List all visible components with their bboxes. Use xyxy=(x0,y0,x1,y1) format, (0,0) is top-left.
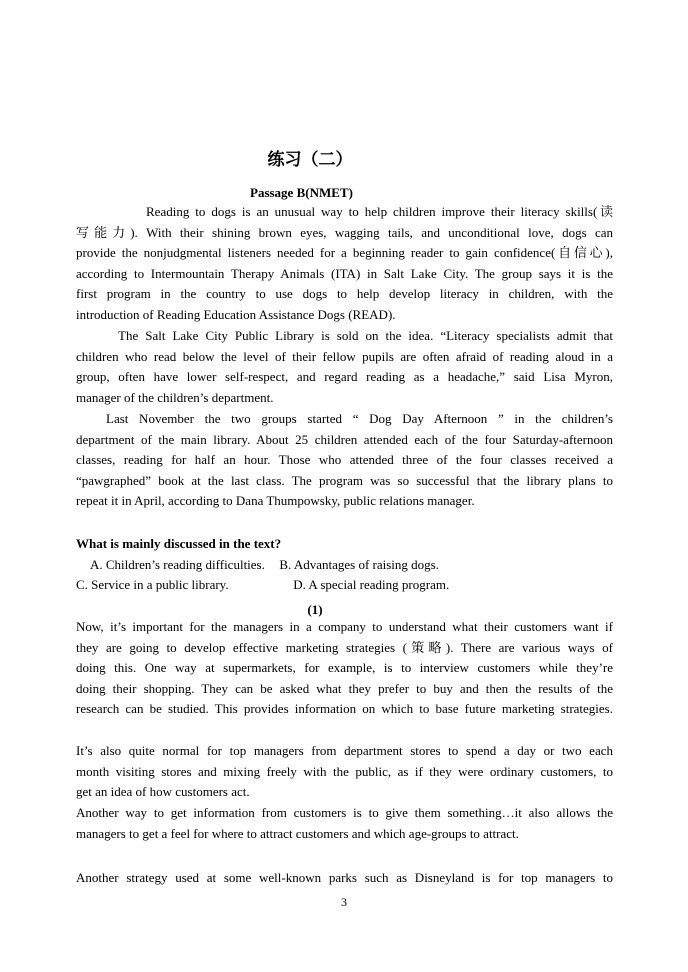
text-line: “pawgraphed” book at the last class. The program was so successful that the library plans to xyxy=(76,472,613,488)
passage-subtitle: Passage B(NMET) xyxy=(250,185,353,200)
paragraph-4 xyxy=(76,617,613,720)
text-line: doing their shopping. They can be asked what they prefer to buy and then the results of the xyxy=(76,680,613,696)
paragraph-2 xyxy=(76,326,613,408)
text-line: Last November the two groups started “ Dog Day Afternoon ” in the children’s xyxy=(106,411,613,426)
paragraph-6 xyxy=(76,803,613,844)
text-line: repeat it in April, according to Dana Thumpowsky, public relations manager. xyxy=(76,493,475,509)
text-line: manager of the children’s department. xyxy=(76,389,274,405)
answer-options-row-2 xyxy=(76,575,613,596)
text-line: provide the nonjudgmental listeners needed for a beginning reader to gain confidence(自信心), xyxy=(76,245,613,261)
paragraph-7 xyxy=(76,868,613,889)
text-line: group, often have lower self-respect, and regard reading as a headache,” said Lisa Myron, xyxy=(76,369,613,385)
page-title: 练习（二） xyxy=(267,150,353,170)
text-line: department of the main library. About 25 children attended each of the four Saturday-afternoon xyxy=(76,431,613,447)
text-line: they are going to develop effective marketing strategies (策略). There are various ways of xyxy=(76,639,613,655)
question-block xyxy=(76,534,613,596)
text-line: doing this. One way at supermarkets, for example, is to interview customers while they’re xyxy=(76,660,613,676)
text-line: Reading to dogs is an unusual way to help children improve their literacy skills(读 xyxy=(146,204,613,219)
option-d[interactable]: D. A special reading program. xyxy=(293,577,450,593)
text-line: The Salt Lake City Public Library is sold on the idea. “Literacy specialists admit that xyxy=(118,328,613,343)
text-line: classes, reading for half an hour. Those who attended three of the four classes received a xyxy=(76,452,613,468)
text-line: first program in the country to use dogs to help develop literacy in children, with the xyxy=(76,286,613,302)
option-b[interactable]: B. Advantages of raising dogs. xyxy=(279,556,439,572)
paragraph-1 xyxy=(76,202,613,326)
text-line: 写能力). With their shining brown eyes, wagging tails, and unconditional love, dogs can xyxy=(76,224,613,240)
text-line: get an idea of how customers act. xyxy=(76,784,250,800)
text-line: Another way to get information from customers is to give them something…it also allows the xyxy=(76,805,613,820)
page-number: 3 xyxy=(341,895,347,909)
option-c[interactable]: C. Service in a public library. xyxy=(76,577,229,593)
text-line: according to Intermountain Therapy Animals (ITA) in Salt Lake City. The group says it is the xyxy=(76,265,613,281)
text-line: research can be studied. This provides information on which to base future marketing strategies. xyxy=(76,701,613,717)
text-line: It’s also quite normal for top managers from department stores to spend a day or two each xyxy=(76,743,613,758)
text-line: Now, it’s important for the managers in a company to understand what their customers want if xyxy=(76,619,613,634)
text-line: introduction of Reading Education Assistance Dogs (READ). xyxy=(76,306,396,322)
text-line: managers to get a feel for where to attract customers and which age-groups to attract. xyxy=(76,825,519,841)
section-number: (1) xyxy=(307,602,323,617)
paragraph-5 xyxy=(76,741,613,803)
text-line: Another strategy used at some well-known parks such as Disneyland is for top managers to xyxy=(76,870,613,885)
question-text: What is mainly discussed in the text? xyxy=(76,536,282,551)
answer-options-row-1 xyxy=(76,555,613,576)
text-line: children who read below the level of their fellow pupils are often afraid of reading aloud in a xyxy=(76,348,613,364)
paragraph-3 xyxy=(76,409,613,512)
option-a[interactable]: A. Children’s reading difficulties. xyxy=(90,556,265,572)
text-line: month visiting stores and mixing freely with the public, as if they were ordinary customers, to xyxy=(76,763,613,779)
